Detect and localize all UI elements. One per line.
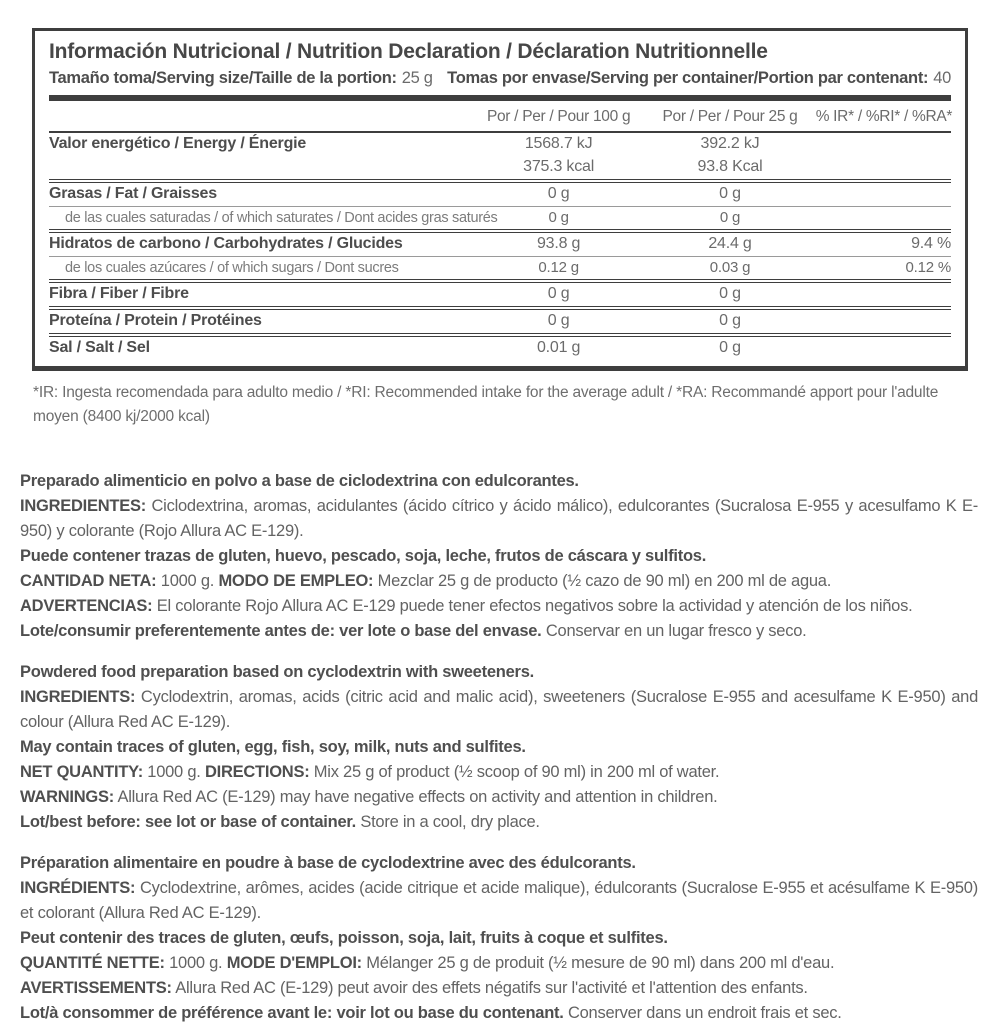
table-row-saturates — [49, 207, 951, 232]
value-per-25g: 392.2 kJ — [644, 132, 815, 156]
value-per-25g: 93.8 Kcal — [697, 158, 763, 175]
fr-directions-text: Mélanger 25 g de produit (½ mesure de 90 ml) dans 200 ml d'eau. — [366, 954, 835, 972]
serving-size-value: 25 g — [401, 69, 433, 87]
es-product-description: Preparado alimenticio en polvo a base de ciclodextrina con edulcorantes. — [20, 472, 579, 490]
value-percent-ri — [816, 132, 951, 156]
fr-quantity-directions — [20, 951, 978, 976]
es-lot-label: Lote/consumir preferentemente antes de: ver lote o base del envase. — [20, 622, 542, 640]
value-per-100g: 0 g — [473, 181, 644, 207]
value-per-100g: 375.3 kcal — [523, 158, 595, 175]
value-percent-ri: 0.12 % — [816, 257, 951, 282]
nutrient-name: Proteína / Protein / Protéines — [49, 308, 473, 335]
value-per-100g: 0.12 g — [473, 257, 644, 282]
value-per-25g: 0 g — [644, 207, 815, 232]
fr-net-quantity-label: QUANTITÉ NETTE: — [20, 954, 165, 972]
fr-allergen-statement: Peut contenir des traces de gluten, œufs, poisson, soja, lait, fruits à coque et sulfites. — [20, 929, 668, 947]
en-warnings-label: WARNINGS: — [20, 788, 114, 806]
value-percent-ri — [816, 335, 951, 360]
fr-warnings — [20, 976, 978, 1001]
en-ingredients — [20, 685, 978, 735]
fr-ingredients — [20, 876, 978, 926]
en-lot-storage — [20, 810, 978, 835]
nutrient-name: Valor energético / Energy / Énergie — [49, 132, 473, 156]
fr-storage-text: Conserver dans un endroit frais et sec. — [567, 1004, 842, 1022]
section-french — [20, 851, 978, 1026]
en-directions-text: Mix 25 g of product (½ scoop of 90 ml) in 200 ml of water. — [313, 763, 720, 781]
fr-directions-label: MODE D'EMPLOI: — [226, 954, 362, 972]
header-percent-ri: % IR* / %RI* / %RA* — [815, 108, 953, 125]
es-storage-text: Conservar en un lugar fresco y seco. — [545, 622, 807, 640]
servings-per-container — [447, 69, 951, 88]
fr-ingredients-label: INGRÉDIENTS: — [20, 879, 136, 897]
value-per-25g: 0 g — [644, 308, 815, 335]
serving-size-label: Tamaño toma/Serving size/Taille de la portion: — [49, 69, 397, 87]
value-per-100g: 0 g — [473, 308, 644, 335]
value-percent-ri — [816, 281, 951, 308]
en-ingredients-text: Cyclodextrin, aromas, acids (citric acid and malic acid), sweeteners (Sucralose E-955 and acesulfame K E-950) and colour (Allura Red AC E-129). — [20, 688, 978, 731]
value-per-100g: 0 g — [473, 281, 644, 308]
table-row-fiber — [49, 281, 951, 308]
value-percent-ri — [816, 308, 951, 335]
section-spanish — [20, 469, 978, 644]
en-allergen-statement: May contain traces of gluten, egg, fish, soy, milk, nuts and sulfites. — [20, 738, 526, 756]
value-percent-ri — [816, 156, 951, 181]
es-quantity-directions — [20, 569, 978, 594]
section-english — [20, 660, 978, 835]
nutrient-name: de las cuales saturadas / of which saturates / Dont acides gras saturés — [49, 207, 473, 232]
table-row-carbohydrates — [49, 231, 951, 257]
nutrition-facts-title: Información Nutricional / Nutrition Declaration / Déclaration Nutritionnelle — [49, 40, 768, 63]
en-ingredients-label: INGREDIENTS: — [20, 688, 136, 706]
nutrient-name: Sal / Salt / Sel — [49, 335, 473, 360]
en-directions-label: DIRECTIONS: — [204, 763, 310, 781]
table-row-sugars — [49, 257, 951, 282]
es-ingredients-label: INGREDIENTES: — [20, 497, 147, 515]
fr-product-description: Préparation alimentaire en poudre à base de cyclodextrine avec des édulcorants. — [20, 854, 636, 872]
value-per-25g: 0 g — [644, 335, 815, 360]
value-per-25g: 0 g — [644, 281, 815, 308]
value-per-100g: 0 g — [473, 207, 644, 232]
serving-size — [49, 69, 433, 88]
es-warnings-label: ADVERTENCIAS: — [20, 597, 153, 615]
en-storage-text: Store in a cool, dry place. — [360, 813, 540, 831]
value-per-100g: 93.8 g — [473, 231, 644, 257]
es-allergen-statement: Puede contener trazas de gluten, huevo, pescado, soja, leche, frutos de cáscara y sulfitos. — [20, 547, 707, 565]
value-per-100g: 0.01 g — [473, 335, 644, 360]
nutrient-name: Grasas / Fat / Graisses — [49, 181, 473, 207]
ingredients-sections — [20, 469, 978, 1026]
es-ingredients — [20, 494, 978, 544]
es-directions-label: MODO DE EMPLEO: — [218, 572, 374, 590]
value-per-100g: 1568.7 kJ — [473, 132, 644, 156]
value-percent-ri: 9.4 % — [816, 231, 951, 257]
header-per-100g: Por / Per / Pour 100 g — [486, 108, 631, 125]
en-product-description: Powdered food preparation based on cyclodextrin with sweeteners. — [20, 663, 534, 681]
fr-net-quantity-value: 1000 g. — [169, 954, 223, 972]
fr-warnings-text: Allura Red AC (E-129) peut avoir des effets négatifs sur l'activité et l'attention des enfants. — [175, 979, 808, 997]
table-row-energy — [49, 132, 951, 156]
es-lot-storage — [20, 619, 978, 644]
es-net-quantity-value: 1000 g. — [160, 572, 215, 590]
value-per-25g: 0.03 g — [644, 257, 815, 282]
es-ingredients-text: Ciclodextrina, aromas, acidulantes (ácido cítrico y ácido málico), edulcorantes (Sucralosa E-955 y acesulfamo K E-950) y colorante (Rojo Allura AC E-129). — [20, 497, 978, 540]
nutrient-name — [49, 156, 473, 181]
servings-per-container-value: 40 — [933, 69, 951, 87]
nutrient-name: Fibra / Fiber / Fibre — [49, 281, 473, 308]
reference-intake-footnote: *IR: Ingesta recomendada para adulto medio / *RI: Recommended intake for the average adult / *RA: Recommandé apport pour l'adulte moyen (8400 kj/2000 kcal) — [33, 384, 939, 425]
en-lot-label: Lot/best before: see lot or base of container. — [20, 813, 356, 831]
en-warnings-text: Allura Red AC (E-129) may have negative effects on activity and attention in children. — [117, 788, 718, 806]
nutrient-name: de los cuales azúcares / of which sugars / Dont sucres — [49, 257, 473, 282]
en-quantity-directions — [20, 760, 978, 785]
header-empty — [49, 101, 473, 132]
fr-warnings-label: AVERTISSEMENTS: — [20, 979, 172, 997]
en-net-quantity-value: 1000 g. — [147, 763, 201, 781]
table-row-salt — [49, 335, 951, 360]
table-row-fat — [49, 181, 951, 207]
value-per-25g: 24.4 g — [644, 231, 815, 257]
nutrient-name: Hidratos de carbono / Carbohydrates / Glucides — [49, 231, 473, 257]
es-directions-text: Mezclar 25 g de producto (½ cazo de 90 ml) en 200 ml de agua. — [377, 572, 832, 590]
table-header-row — [49, 101, 951, 132]
fr-lot-label: Lot/à consommer de préférence avant le: voir lot ou base du contenant. — [20, 1004, 564, 1022]
header-per-25g: Por / Per / Pour 25 g — [662, 108, 798, 125]
value-percent-ri — [816, 181, 951, 207]
servings-per-container-label: Tomas por envase/Serving per container/Portion par contenant: — [447, 69, 929, 87]
es-warnings-text: El colorante Rojo Allura AC E-129 puede tener efectos negativos sobre la actividad y atención de los niños. — [156, 597, 913, 615]
en-warnings — [20, 785, 978, 810]
serving-info-row — [35, 66, 965, 95]
value-per-25g: 0 g — [644, 181, 815, 207]
nutrition-table-wrap — [49, 101, 951, 366]
nutrition-facts-box — [32, 28, 968, 371]
es-net-quantity-label: CANTIDAD NETA: — [20, 572, 157, 590]
value-percent-ri — [816, 207, 951, 232]
fr-ingredients-text: Cyclodextrine, arômes, acides (acide citrique et acide malique), édulcorants (Sucralose E-955 et acésulfame K E-950) et colorant (Allura Red AC E-129). — [20, 879, 978, 922]
table-row-protein — [49, 308, 951, 335]
table-row-energy-kcal — [49, 156, 951, 181]
es-warnings — [20, 594, 978, 619]
fr-lot-storage — [20, 1001, 978, 1026]
en-net-quantity-label: NET QUANTITY: — [20, 763, 143, 781]
nutrition-table — [49, 101, 951, 360]
